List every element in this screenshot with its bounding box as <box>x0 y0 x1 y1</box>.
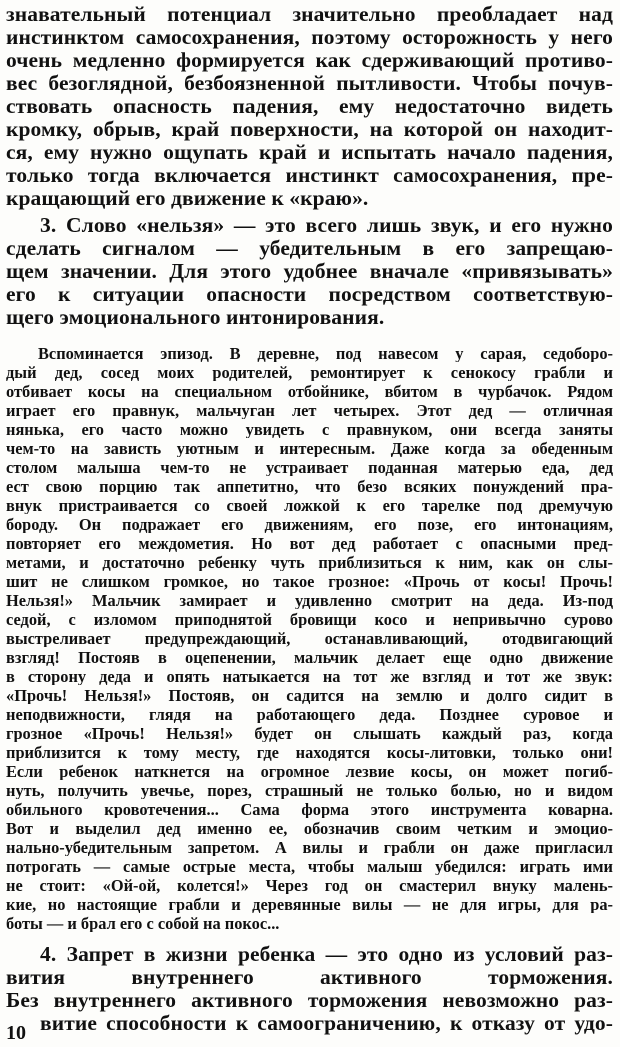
page-number: 10 <box>6 1022 26 1044</box>
text-line: его к ситуации опасности посредством соответствую- <box>6 284 613 306</box>
text-line: ствовать опасность падения, ему недостаточно видеть <box>6 96 613 118</box>
text-line: повторяет его междометия. Но вот дед работает с опасными пред- <box>6 536 613 553</box>
text-line: кромку, обрыв, край поверхности, на которой он находит- <box>6 119 613 141</box>
text-line: неподвижности, глядя на работающего деда. Позднее суровое и <box>6 707 613 724</box>
text-line: грозное «Прочь! Нельзя!» будет он слышать каждый раз, когда <box>6 726 613 743</box>
text-line: метами, и достаточно ребенку чуть приблизиться к ним, как он слы- <box>6 555 613 572</box>
text-line: кращающий его движение к «краю». <box>6 188 369 210</box>
text-line: не стоит: «Ой-ой, колется!» Через год он смастерил внуку малень- <box>6 878 613 895</box>
text-line: нуть, получить увечье, порез, страшный не только болью, но и видом <box>6 783 613 800</box>
text-line: щего эмоционального интонирования. <box>6 307 385 329</box>
text-line: кие, но настоящие грабли и деревянные вилы — не для игры, для ра- <box>6 897 613 914</box>
text-line: потрогать — самые острые места, чтобы малыш убедился: играть ими <box>6 859 613 876</box>
text-line: знавательный потенциал значительно преобладает над <box>6 4 613 26</box>
text-line: играет его правнук, мальчуган лет четырех. Этот дед — отличная <box>6 403 613 420</box>
text-line: сделать сигналом — убедительным в его запрещаю- <box>6 238 613 260</box>
text-line: шит не слишком громкое, но такое грозное: «Прочь от косы! Прочь! <box>6 574 613 591</box>
text-line: нянька, его часто можно увидеть с правнуком, они всегда заняты <box>6 422 613 439</box>
text-line: Вот и выделил дед именно ее, обозначив своим четким и эмоцио- <box>6 821 613 838</box>
text-line: боты — и брал его с собой на покос... <box>6 916 280 933</box>
text-line: Без внутреннего активного торможения невозможно раз- <box>6 990 613 1012</box>
text-line: витие способности к самоограничению, к отказу от удо- <box>40 1013 613 1035</box>
text-line: отбивает косы на специальном отбойнике, вбитом в чурбачок. Рядом <box>6 384 613 401</box>
text-line: щем значении. Для этого удобнее вначале «привязывать» <box>6 261 613 283</box>
text-line: выстреливает предупреждающий, останавливающий, отодвигающий <box>6 631 613 648</box>
text-line: ся, ему нужно ощупать край и испытать начало падения, <box>6 142 613 164</box>
text-line: обильного кровотечения... Сама форма этого инструмента коварна. <box>6 802 613 819</box>
text-line: 4. Запрет в жизни ребенка — это одно из условий раз- <box>40 944 613 966</box>
text-line: в сторону деда и опять натыкается на тот же взгляд и тот же звук: <box>6 669 613 686</box>
text-line: вития внутреннего активного торможения. <box>6 967 613 989</box>
text-line: Вспоминается эпизод. В деревне, под навесом у сарая, седоборо- <box>38 346 613 363</box>
text-line: чем-то на зависть уютным и интересным. Даже когда за обеденным <box>6 441 613 458</box>
text-line: вес безоглядной, безбоязненной пытливости. Чтобы почув- <box>6 73 613 95</box>
text-line: нально-убедительным запретом. А вилы и грабли он даже пригласил <box>6 840 613 857</box>
text-line: очень медленно формируется как сдерживающий противо- <box>6 50 613 72</box>
text-line: Если ребенок наткнется на огромное лезвие косы, он может погиб- <box>6 764 613 781</box>
text-line: столом малыша чем-то не устраивает поданная матерью еда, дед <box>6 460 613 477</box>
text-line: 3. Слово «нельзя» — это всего лишь звук, и его нужно <box>40 215 613 237</box>
text-line: бороду. Он подражает его движениям, его позе, его интонациям, <box>6 517 613 534</box>
text-line: инстинктом самосохранения, поэтому осторожность у него <box>6 27 613 49</box>
text-line: дый дед, сосед моих родителей, ремонтирует к сенокосу грабли и <box>6 365 613 382</box>
text-line: внук пристраивается со своей ложкой к его тарелке под дремучую <box>6 498 613 515</box>
text-line: взгляд! Постояв в оцепенении, мальчик делает еще одно движение <box>6 650 613 667</box>
text-line: только тогда включается инстинкт самосохранения, пре- <box>6 165 613 187</box>
text-line: Нельзя!» Мальчик замирает и удивленно смотрит на деда. Из-под <box>6 593 613 610</box>
text-line: седой, с изломом приподнятой бровищи косо и непривычно сурово <box>6 612 613 629</box>
text-line: приблизится к тому месту, где находятся косы-литовки, только они! <box>6 745 613 762</box>
text-line: ест свою порцию так аппетитно, что безо всяких понуждений пра- <box>6 479 613 496</box>
text-line: «Прочь! Нельзя!» Постояв, он садится на землю и долго сидит в <box>6 688 613 705</box>
